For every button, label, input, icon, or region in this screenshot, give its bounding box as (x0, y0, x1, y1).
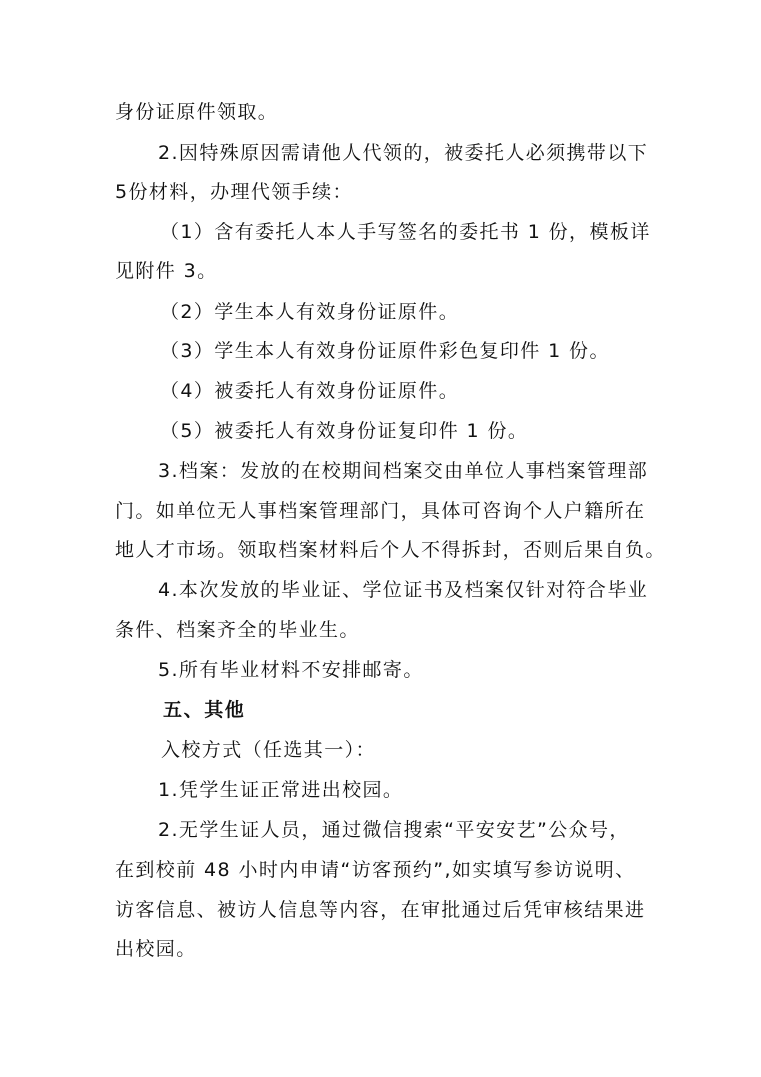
paragraph-line: 1.凭学生证正常进出校园。 (158, 779, 404, 801)
list-item-line: （1）含有委托人本人手写签名的委托书 1 份，模板详 (160, 221, 651, 243)
paragraph-line: 3.档案：发放的在校期间档案交由单位人事档案管理部 (158, 460, 649, 482)
paragraph-line: 访客信息、被访人信息等内容，在审批通过后凭审核结果进 (115, 899, 646, 921)
section-heading: 五、其他 (163, 699, 246, 721)
paragraph-line: 地人才市场。领取档案材料后个人不得拆封，否则后果自负。 (115, 539, 666, 561)
paragraph-line: 5份材料，办理代领手续： (115, 181, 353, 203)
list-item-line: （2）学生本人有效身份证原件。 (160, 301, 460, 323)
list-item-line: （5）被委托人有效身份证复印件 1 份。 (160, 420, 529, 442)
paragraph-line: 2.因特殊原因需请他人代领的，被委托人必须携带以下 (158, 142, 649, 164)
paragraph-line: 4.本次发放的毕业证、学位证书及档案仅针对符合毕业 (158, 579, 649, 601)
paragraph-line: 条件、档案齐全的毕业生。 (115, 619, 360, 641)
list-item-line: （4）被委托人有效身份证原件。 (160, 380, 460, 402)
paragraph-line: 在到校前 48 小时内申请“访客预约”,如实填写参访说明、 (115, 859, 636, 881)
paragraph-line: 门。如单位无人事档案管理部门，具体可咨询个人户籍所在 (115, 500, 646, 522)
paragraph-line: 入校方式（任选其一）： (161, 739, 376, 761)
paragraph-line: 出校园。 (115, 938, 197, 960)
paragraph-line: 身份证原件领取。 (115, 101, 279, 123)
list-item-line: （3）学生本人有效身份证原件彩色复印件 1 份。 (160, 340, 610, 362)
paragraph-line: 5.所有毕业材料不安排邮寄。 (158, 659, 424, 681)
paragraph-line: 见附件 3。 (115, 260, 218, 282)
paragraph-line: 2.无学生证人员，通过微信搜索“平安安艺”公众号， (158, 819, 630, 841)
